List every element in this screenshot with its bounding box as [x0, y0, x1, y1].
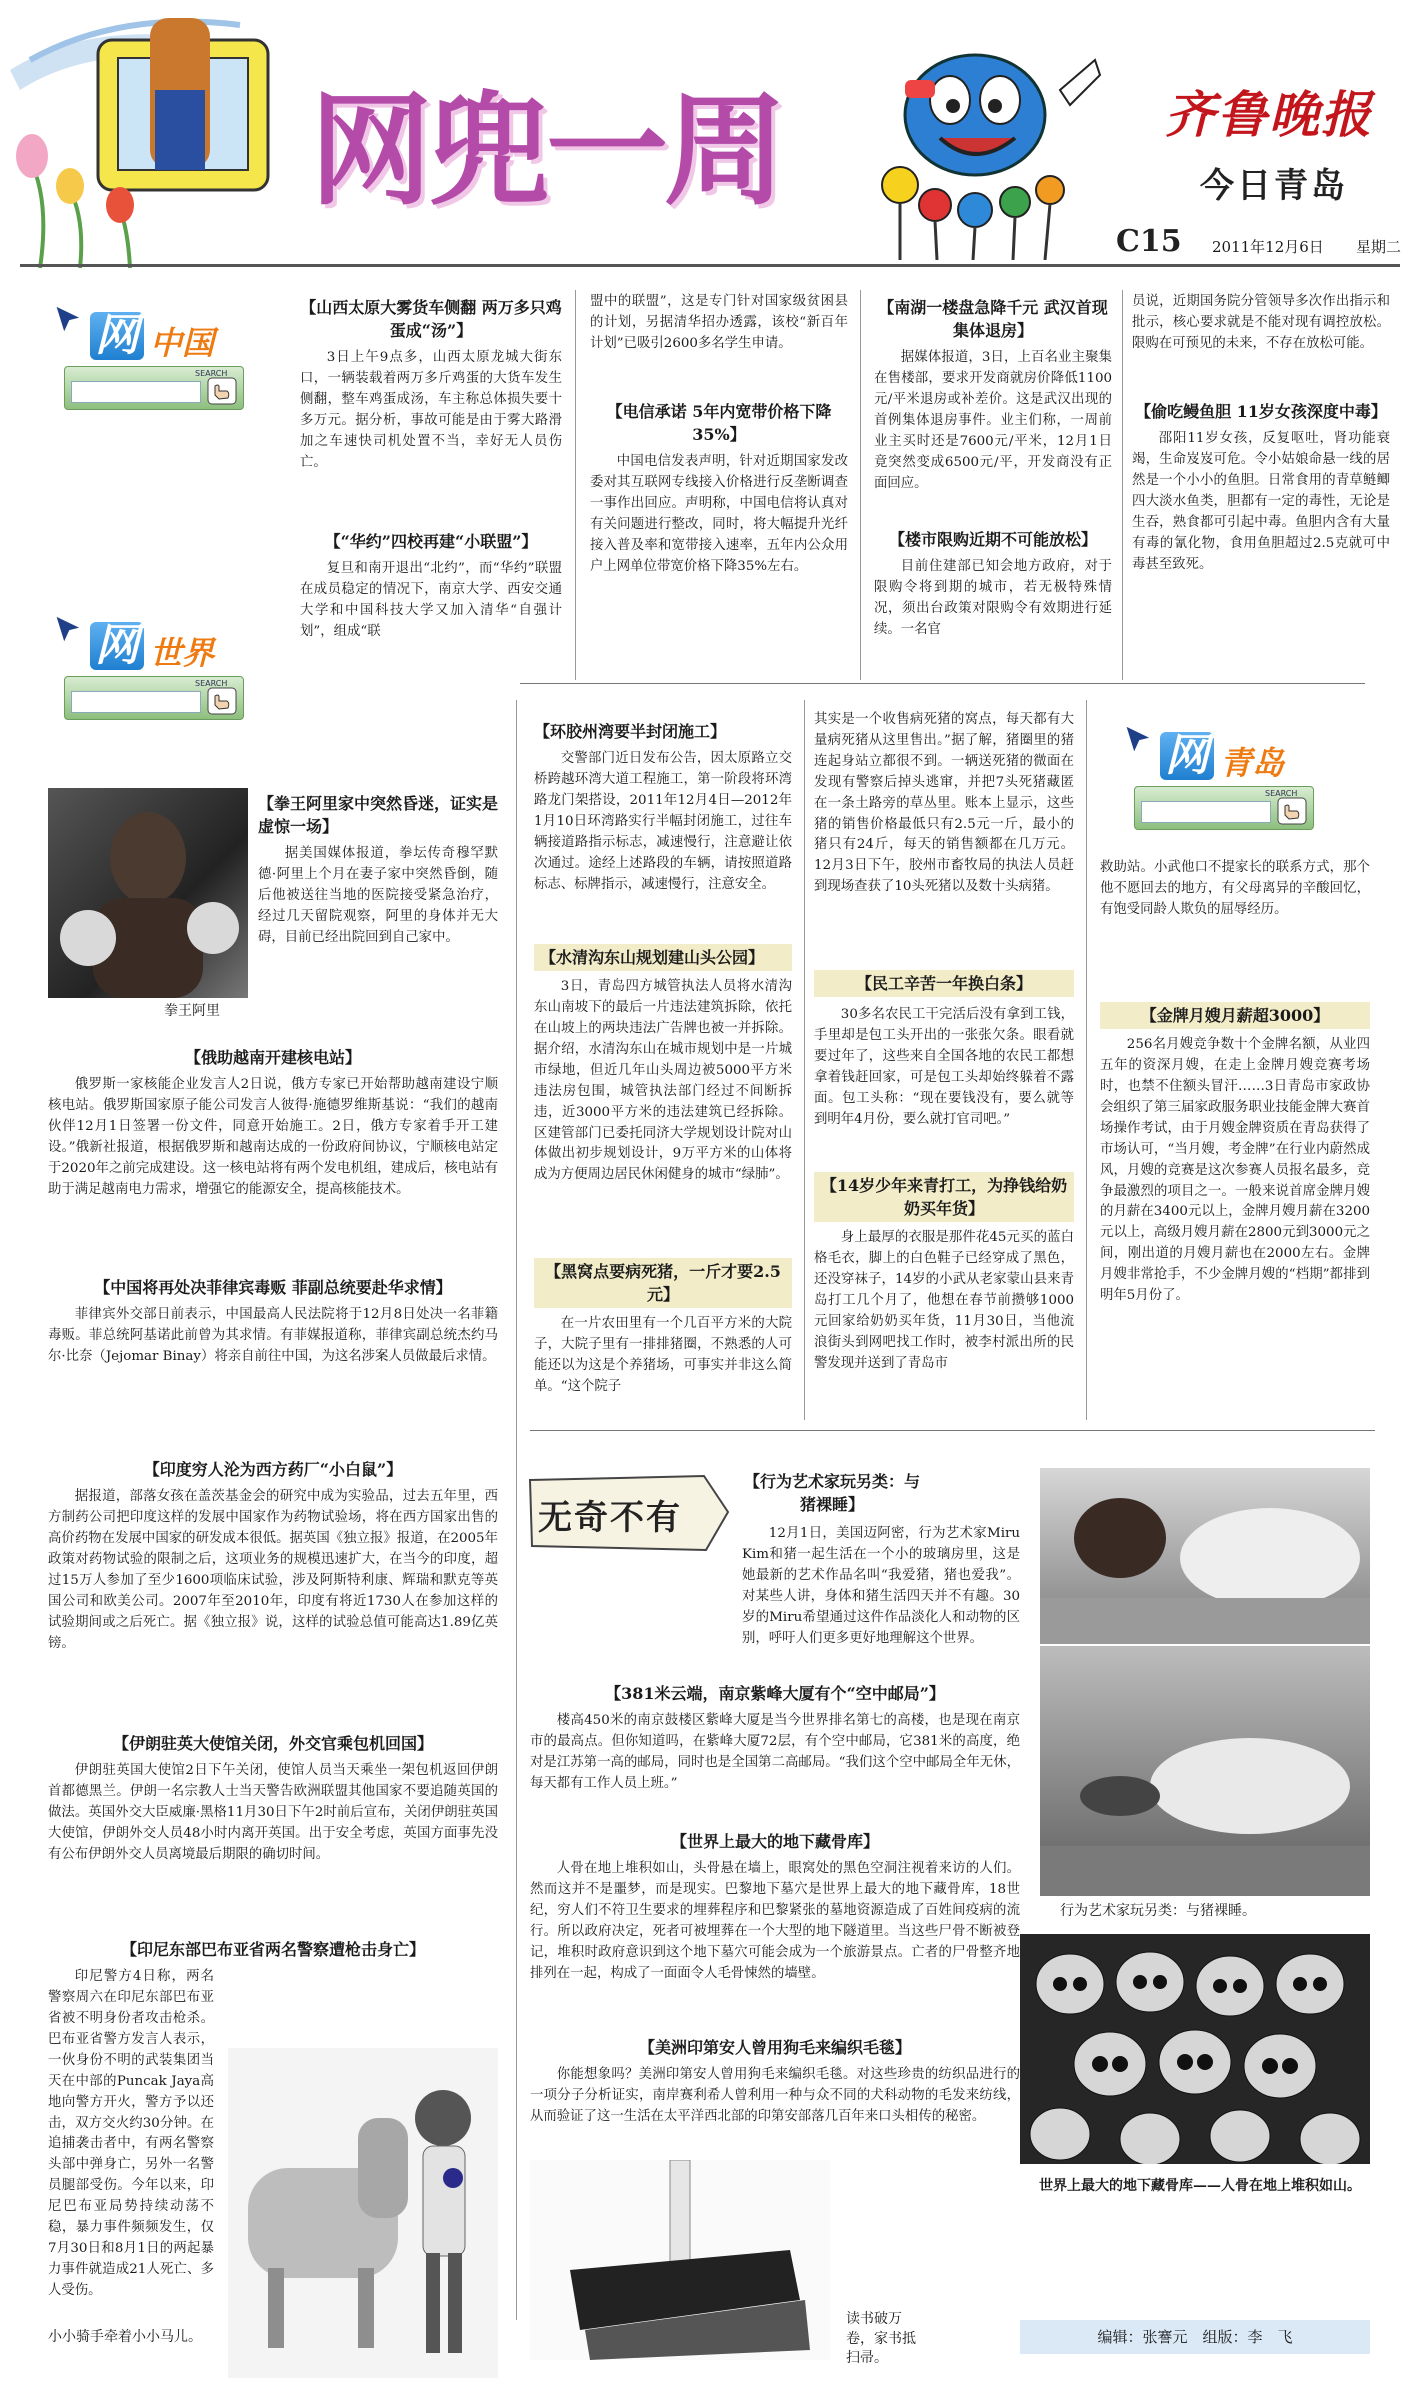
- article-body: 人骨在地上堆积如山，头骨悬在墙上，眼窝处的黑色空洞注视着来访的人们。然而这并不是噩梦，而是现实。巴黎地下墓穴是世界上最大的地下藏骨库，18世纪，穷人们不符卫生要求的埋葬程序和巴黎紧张的墓地资源造成了百姓间疫病的流行。所以政府决定，死者可被埋葬在一个大型的地下隧道里。当这些尸骨不断被登记，堆积时政府意识到这个地下墓穴可能会成为一个旅游景点。亡者的尸骨整齐地排列在一起，构成了一面面令人毛骨悚然的墙壁。: [530, 1861, 1020, 1981]
- article-philippines: [48, 1276, 498, 1368]
- search-label: SEARCH: [195, 369, 228, 378]
- article-body: 目前住建部已知会地方政府，对于限购令将到期的城市，若无极特殊情况，须出台政策对限购令有效期进行延续。一名官: [874, 559, 1112, 637]
- search-bar: [64, 366, 244, 410]
- headline: 【印度穷人沦为西方药厂“小白鼠”】: [143, 1460, 403, 1479]
- edition-name: 今日青岛: [1200, 166, 1348, 206]
- hand-pointer-icon: [1277, 797, 1307, 825]
- cursor-icon: [50, 300, 90, 340]
- article-body: 据美国媒体报道，拳坛传奇穆罕默德·阿里上个月在妻子家中突然昏倒，随后他被送往当地的医院接受紧急治疗，经过几天留院观察，阿里的身体并无大碍，目前已经出院回到自己家中。: [258, 846, 498, 945]
- article-body: 3日，青岛四方城管执法人员将水清沟东山南坡下的最后一片违法建筑拆除，依托在山坡上的两块违法广告牌也被一并拆除。据介绍，水清沟东山在城市规划中是一片城市绿地，但近几年山头周边被5000平方米违法房包围，城管执法部门经过不间断拆违，近3000平方米的违法建筑已经拆除。区建管部门已委托同济大学规划设计院对山体做出初步规划设计，9万平方米的山体将成为方便周边居民休闲健身的城市“绿肺”。: [534, 979, 792, 1183]
- article-wuhan-housing: [874, 296, 1112, 495]
- china-logo: [50, 300, 250, 418]
- article-body: 印尼警方4日称，两名警察周六在印尼东部巴布亚省被不明身份者攻击枪杀。巴布亚省警方发言人表示，一伙身份不明的武装集团当天在中部的Puncak Jaya高地向警方开火，警方予以还击，双方交火约30分钟。在追捕袭击者中，有两名警察头部中弹身亡，另外一名警员腿部受伤。今年以来，印尼巴布亚局势持续动荡不稳，暴力事件频频发生，仅7月30日和8月1日的两起暴力事件就造成21人死亡、多人受伤。: [48, 1969, 214, 2298]
- search-bar: [1134, 786, 1314, 830]
- article-body: 中国电信发表声明，针对近期国家发改委对其互联网专线接入价格进行反垄断调查一事作出回应。声明称，中国电信将认真对有关问题进行整改，同时，将大幅提升光纤接入普及率和宽带接入速率，五年内公众用户上网单位带宽价格下降35%左右。: [590, 454, 848, 574]
- section-title: 网兜一周: [310, 80, 782, 222]
- article-pig-artist: [530, 1470, 1020, 1650]
- world-logo: [50, 610, 250, 728]
- paper-name: 齐鲁晚报: [1165, 85, 1373, 144]
- search-label: SEARCH: [1265, 789, 1298, 798]
- article-body: 据报道，部落女孩在盖茨基金会的研究中成为实验品，过去五年里，西方制药公司把印度这样的发展中国家作为药物试验场，将在西方国家出售的高价药物在发展中国家的研发成本很低。据英国《独立报》报道，在2005年政策对药物试验的限制之后，这项业务的规模迅速扩大，在当今的印度，超过15万人参加了至少1600项临床试验，涉及阿斯特利康、辉瑞和默克等英国公司和欧美公司。2007年至2010年，印度有将近1730人在参加这样的试验期间或之后死亡。据《独立报》说，这样的试验总值可能高达1.89亿英镑。: [48, 1489, 498, 1651]
- logo-mark: 网: [90, 312, 144, 360]
- footer-credits: 编辑：张謇元 组版：李 飞: [1097, 2328, 1293, 2346]
- logo-label: 世界: [150, 634, 215, 672]
- article-teen-worker-cont: [1100, 858, 1370, 921]
- search-label: SEARCH: [195, 679, 228, 688]
- column-rule: [804, 700, 805, 1420]
- article-body: 12月1日，美国迈阿密，行为艺术家Miru Kim和猪一起生活在一个小的玻璃房里，这是她最新的艺术作品名叫“我爱猪，猪也爱我”。对某些人讲，身体和猪生活四天并不有趣。30岁的Miru希望通过这件作品淡化人和动物的区别，呼吁人们更多更好地理解这个世界。: [742, 1526, 1020, 1646]
- article-catacombs: [530, 1830, 1020, 1985]
- article-migrant-workers: [814, 970, 1074, 1131]
- broom-illustration: [530, 2160, 830, 2360]
- column-rule: [860, 290, 861, 680]
- article-body: 30多名农民工干完活后没有拿到工钱，手里却是包工头开出的一张张欠条。眼看就要过年了，这些来自全国各地的农民工都想拿着钱赶回家，可是包工头却始终躲着不露面。包工头称：“现在要钱没有，要么就等到明年4月份，要么就打官司吧。”: [814, 1007, 1074, 1127]
- broom-photo: [530, 2160, 830, 2360]
- article-body: 俄罗斯一家核能企业发言人2日说，俄方专家已开始帮助越南建设宁顺核电站。俄罗斯国家原子能公司发言人彼得·施德罗维斯基说：“我们的越南伙伴12月1日签署一份文件，同意开始施工。2日，俄方专家着手开工建设。”俄新社报道，根据俄罗斯和越南达成的一份政府间协议，宁顺核电站定于2020年之前完成建设。这一核电站将有两个发电机组，建成后，核电站有助于满足越南电力需求，增强它的能源安全，提高核能技术。: [48, 1077, 498, 1197]
- ali-caption: 拳王阿里: [164, 1003, 220, 1019]
- article-body: 邵阳11岁女孩，反复呕吐，肾功能衰竭，生命岌岌可危。令小姑娘命悬一线的居然是一个小小的鱼胆。日常食用的青草鲢鲫四大淡水鱼类，胆都有一定的毒性，无论是生吞，熟食都可引起中毒。鱼胆内含有大量有毒的氰化物，食用鱼胆超过2.5克就可中毒甚至致死。: [1132, 431, 1390, 572]
- logo-label: 中国: [150, 324, 215, 362]
- article-body: 员说，近期国务院分管领导多次作出指示和批示，核心要求就是不能对现有调控放松。限购在可预见的未来，不存在放松可能。: [1132, 294, 1390, 351]
- article-shanxi-eggs: [300, 296, 562, 474]
- headline: 【水清沟东山规划建山头公园】: [534, 944, 792, 971]
- article-body: 身上最厚的衣服是那件花45元买的蓝白格毛衣，脚上的白色鞋子已经穿成了黑色，还没穿袜子，14岁的小武从老家蒙山县来青岛打工几个月了，他想在春节前攒够1000元回家给奶奶买年货，11月30日，当他流浪街头到网吧找工作时，被李村派出所的民警发现并送到了青岛市: [814, 1230, 1074, 1371]
- headline: 【14岁少年来青打工，为挣钱给奶奶买年货】: [814, 1172, 1074, 1222]
- article-body: 救助站。小武他口不提家长的联系方式，那个他不愿回去的地方，有父母离异的辛酸回忆，有饱受同龄人欺负的屈辱经历。: [1100, 860, 1370, 917]
- skull-caption: 世界上最大的地下藏骨库——人骨在地上堆积如山。: [1039, 2178, 1361, 2194]
- headline: 【381米云端，南京紫峰大厦有个“空中邮局”】: [605, 1684, 945, 1703]
- section-divider: [520, 683, 1365, 684]
- article-papua: [48, 1938, 498, 2302]
- article-body: 你能想象吗？美洲印第安人曾用狗毛来编织毛毯。对这些珍贵的纺织品进行的一项分子分析证实，南岸赛利希人曾利用一种与众不同的犬科动物的毛发来纺线，从而验证了这一生活在太平洋西北部的印第安部落几百年来口头相传的秘密。: [530, 2067, 1020, 2124]
- article-iran-embassy: [48, 1732, 498, 1866]
- headline: 【“华约”四校再建“小联盟”】: [324, 532, 538, 551]
- search-bar: [64, 676, 244, 720]
- hand-pointer-icon: [207, 377, 237, 405]
- headline: 【拳王阿里家中突然昏迷，证实是虚惊一场】: [258, 794, 499, 837]
- article-shuiqinggou: [534, 944, 792, 1186]
- issue-weekday: 星期二: [1356, 238, 1402, 256]
- article-fish-bile: [1132, 400, 1390, 576]
- masthead-illustration-left: [10, 0, 310, 268]
- headline: 【美洲印第安人曾用狗毛来编织毛毯】: [638, 2038, 911, 2057]
- masthead-rule: [20, 264, 1400, 267]
- article-body: 据媒体报道，3日，上百名业主聚集在售楼部，要求开发商就房价降低1100元/平米退房或补差价。这是武汉出现的首例集体退房事件。业主们称，一周前业主买时还是7600元/平米，12月1日竟突然变成6500元/平，开发商没有正面回应。: [874, 350, 1112, 491]
- article-jiaozhou-bay: [534, 720, 792, 896]
- headline: 【印尼东部巴布亚省两名警察遭枪击身亡】: [120, 1940, 425, 1959]
- article-body: 交警部门近日发布公告，因太原路立交桥跨越环湾大道工程施工，第一阶段将环湾路龙门架搭设，2011年12月4日—2012年1月10日环湾路实行半幅封闭施工，过往车辆接道路指示标志，减速慢行，注意避让依次通过。途经上述路段的车辆，请按照道路标志、标牌指示，减速慢行，注意安全。: [534, 751, 792, 892]
- column-rule: [1086, 700, 1087, 1420]
- logo-label: 青岛: [1220, 744, 1285, 782]
- article-huayue: [300, 530, 562, 643]
- headline: 【南湖一楼盘急降千元 武汉首现集体退房】: [878, 298, 1108, 341]
- logo-mark: 网: [90, 622, 144, 670]
- search-field: [71, 381, 201, 403]
- section-divider: [530, 1430, 1375, 1431]
- article-body: 在一片农田里有一个几百平方米的大院子，大院子里有一排排猪圈，不熟悉的人可能还以为这是个养猪场，可事实并非这么简单。“这个院子: [534, 1316, 792, 1395]
- headline: 【黑窝点要病死猪，一斤才要2.5元】: [534, 1258, 792, 1308]
- column-rule: [575, 290, 576, 680]
- headline: 【山西太原大雾货车侧翻 两万多只鸡蛋成“汤”】: [300, 298, 562, 341]
- pony-illustration: [228, 2048, 498, 2378]
- article-sky-post-office: [530, 1682, 1020, 1795]
- headline: 【行为艺术家玩另类：与猪裸睡】: [743, 1472, 920, 1515]
- girl-pig-illustration: [1040, 1468, 1370, 1644]
- article-dead-pigs-cont: [814, 710, 1074, 898]
- logo-mark: 网: [1160, 732, 1214, 780]
- footer-credits-bar: [1020, 2320, 1370, 2354]
- article-purchase-limit: [874, 528, 1112, 641]
- qingdao-logo: [1120, 720, 1320, 838]
- headline: 【电信承诺 5年内宽带价格下降35%】: [606, 402, 832, 445]
- skulls-illustration: [1020, 1934, 1370, 2164]
- article-india-drug-trials: [48, 1458, 498, 1654]
- stamp-text: 无奇不有: [538, 1498, 682, 1538]
- article-dog-wool: [530, 2036, 1020, 2128]
- article-vietnam-nuclear: [48, 1046, 498, 1201]
- boxer-illustration: [48, 788, 248, 998]
- search-field: [1141, 801, 1271, 823]
- pig-photo-2: [1040, 1646, 1370, 1896]
- article-body: 盟中的联盟”，这是专门针对国家级贫困县的计划，另据清华招办透露，该校“新百年计划”已吸引2600多名学生申请。: [590, 294, 848, 351]
- pig-photo-1: [1040, 1468, 1370, 1644]
- hand-pointer-icon: [207, 687, 237, 715]
- article-gold-maternity: [1100, 1002, 1370, 1307]
- mascot-illustration: [845, 20, 1115, 260]
- ali-photo: [48, 788, 248, 998]
- article-purchase-limit-cont: [1132, 292, 1390, 355]
- article-body: 256名月嫂竞争数十个金牌名额，从业四五年的资深月嫂，在走上金牌月嫂竞赛考场时，也禁不住额头冒汗……3日青岛市家政协会组织了第三届家政服务职业技能金牌大赛首场操作考试，由于月嫂金牌资质在青岛获得了市场认可，“当月嫂，考金牌”在行业内蔚然成风，月嫂的竞赛是这次参赛人员报名最多，竞争最激烈的项目之一。一般来说首席金牌月嫂的月薪在3400元以上，金牌月嫂月薪在3200元以上，高级月嫂月薪在2800元到3000元之间，刚出道的月嫂月薪也在2000左右。金牌月嫂非常抢手，不少金牌月嫂的“档期”都排到明年5月份了。: [1100, 1037, 1370, 1304]
- headline: 【民工辛苦一年换白条】: [814, 970, 1074, 997]
- headline: 【伊朗驻英大使馆关闭，外交官乘包机回国】: [112, 1734, 433, 1753]
- column-rule: [516, 700, 517, 2320]
- article-body: 3日上午9点多，山西太原龙城大街东口，一辆装载着两万多斤鸡蛋的大货车发生侧翻，整车鸡蛋成汤，车主称总体损失要十多万元。据分析，事故可能是由于雾大路滑加之车速快司机处置不当，幸好无人员伤亡。: [300, 350, 562, 470]
- article-body: 复旦和南开退出“北约”，而“华约”联盟在成员稳定的情况下，南京大学、西安交通大学和中国科技大学又加入清华“自强计划”，组成“联: [300, 561, 562, 639]
- article-dead-pigs: [534, 1258, 792, 1398]
- headline: 【金牌月嫂月薪超3000】: [1100, 1002, 1370, 1029]
- headline: 【楼市限购近期不可能放松】: [888, 530, 1097, 549]
- article-telecom: [590, 400, 848, 578]
- article-body: 楼高450米的南京鼓楼区紫峰大厦是当今世界排名第七的高楼，也是现在南京市的最高点。但你知道吗，在紫峰大厦72层，有个空中邮局，它381米的高度，绝对是江苏第一高的邮局，同时也是全国第二高邮局。“我们这个空中邮局全年无休，每天都有工作人员上班。”: [530, 1713, 1020, 1791]
- headline: 【世界上最大的地下藏骨库】: [670, 1832, 879, 1851]
- sleeping-pig-illustration: [1040, 1646, 1370, 1896]
- broom-caption: 读书破万卷，家书抵扫帚。: [846, 2311, 916, 2367]
- column-rule: [1122, 290, 1123, 680]
- headline: 【环胶州湾要半封闭施工】: [534, 722, 727, 741]
- article-huayue-cont: [590, 292, 848, 355]
- cursor-icon: [1120, 720, 1160, 760]
- headline: 【俄助越南开建核电站】: [184, 1048, 361, 1067]
- pig-caption: 行为艺术家玩另类：与猪裸睡。: [1060, 1903, 1256, 1919]
- issue-date: 2011年12月6日: [1212, 238, 1324, 256]
- article-teen-worker: [814, 1172, 1074, 1375]
- cursor-icon: [50, 610, 90, 650]
- skull-photo: [1020, 1934, 1370, 2164]
- search-field: [71, 691, 201, 713]
- article-body: 菲律宾外交部日前表示，中国最高人民法院将于12月8日处决一名菲籍毒贩。菲总统阿基诺此前曾为其求情。有菲媒报道称，菲律宾副总统杰约马尔·比奈（Jejomar Binay）将亲自前往中国，为这名涉案人员做最后求情。: [48, 1307, 498, 1364]
- headline: 【中国将再处决菲律宾毒贩 菲副总统要赴华求情】: [94, 1278, 452, 1297]
- article-body: 伊朗驻英国大使馆2日下午关闭，使馆人员当天乘坐一架包机返回伊朗首都德黑兰。伊朗一名宗教人士当天警告欧洲联盟其他国家不要追随英国的做法。英国外交大臣威廉·黑格11月30日下午2时前后宣布，关闭伊朗驻英国大使馆，伊朗外交人员48小时内离开英国。出于安全考虑，英国方面事先没有公布伊朗外交人员离境最后期限的确切时间。: [48, 1763, 498, 1862]
- horse-caption: 小小骑手牵着小小马儿。: [48, 2329, 202, 2345]
- masthead: [0, 0, 1417, 268]
- horse-photo: [228, 2048, 498, 2378]
- article-body: 其实是一个收售病死猪的窝点，每天都有大量病死猪从这里售出。”据了解，猪圈里的猪连起身站立都很不到。一辆送死猪的微面在发现有警察后掉头逃窜，并把7头死猪藏匿在一条土路旁的草丛里。账本上显示，这些猪的销售价格最低只有2.5元一斤，最小的猪只有24斤，每天的销售额都在几万元。12月3日下午，胶州市畜牧局的执法人员赶到现场查获了10头死猪以及数十头病猪。: [814, 712, 1074, 895]
- page-number: C15: [1116, 224, 1182, 259]
- article-ali: [258, 792, 498, 949]
- headline: 【偷吃鳗鱼胆 11岁女孩深度中毒】: [1135, 402, 1387, 421]
